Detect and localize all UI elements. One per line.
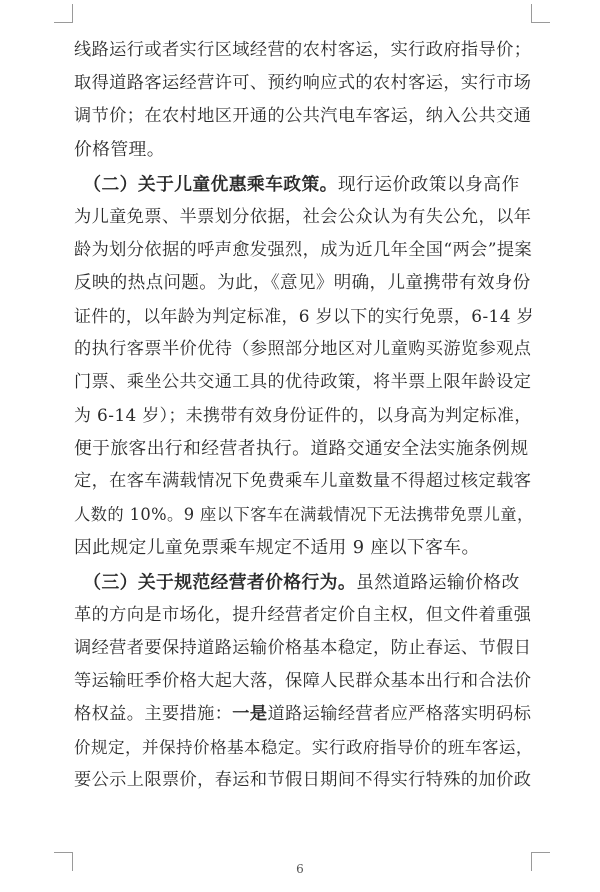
text-run: 格权益。主要措施： (74, 704, 233, 724)
text-line (74, 599, 534, 632)
text-line (74, 764, 534, 797)
text-line (74, 34, 534, 67)
text-line (74, 67, 534, 100)
text-run: 门票、乘坐公共交通工具的优待政策，将半票上限年龄设定 (74, 372, 532, 392)
text-run: 为 6-14 岁）；未携带有效身份证件的，以身高为判定标准， (74, 405, 532, 425)
text-line (74, 267, 534, 300)
text-run: 定，在客车满载情况下免费乘车儿童数量不得超过核定载客 (74, 471, 532, 491)
page-number: 6 (296, 862, 304, 876)
bold-text: （二）关于儿童优惠乘车政策。 (74, 174, 338, 195)
text-run: 人数的 10%。9 座以下客车在满载情况下无法携带免票儿童， (74, 505, 534, 524)
text-run: 线路运行或者实行区域经营的农村客运，实行政府指导价； (74, 40, 532, 60)
text-run: 取得道路客运经营许可、预约响应式的农村客运，实行市场 (74, 73, 532, 93)
text-line (74, 632, 534, 665)
text-line (74, 465, 534, 498)
bold-text: （三）关于规范经营者价格行为。 (74, 572, 357, 593)
text-line (74, 731, 534, 764)
text-line (74, 168, 534, 201)
text-line (74, 498, 534, 531)
text-run: 便于旅客出行和经营者执行。道路交通安全法实施条例规 (74, 438, 529, 459)
crop-mark-top-right (531, 4, 550, 23)
text-line (74, 366, 534, 399)
text-line (74, 133, 534, 166)
crop-mark-top-left (54, 4, 73, 23)
text-line (74, 566, 534, 599)
text-run: 调节价；在农村地区开通的公共汽电车客运，纳入公共交通 (74, 106, 532, 126)
text-run: 道路运输经营者应严格落实明码标 (267, 704, 532, 724)
text-run: 要公示上限票价，春运和节假日期间不得实行特殊的加价政 (74, 770, 532, 790)
text-line (74, 531, 534, 564)
text-run: 反映的热点问题。为此，《意见》明确，儿童携带有效身份 (74, 273, 531, 293)
text-run: 调经营者要保持道路运输价格基本稳定，防止春运、节假日 (74, 638, 532, 658)
text-run: 龄为划分依据的呼声愈发强烈，成为近几年全国“两会”提案 (74, 240, 533, 260)
paragraph (74, 34, 534, 166)
text-line (74, 100, 534, 133)
text-run: 的执行客票半价优待（参照部分地区对儿童购买游览参观点 (74, 339, 532, 359)
text-line (74, 333, 534, 366)
text-run: 价规定，并保持价格基本稳定。实行政府指导价的班车客运， (74, 738, 533, 757)
text-line (74, 300, 534, 333)
text-line (74, 432, 534, 465)
text-run: 为儿童免票、半票划分依据，社会公众认为有失公允，以年 (74, 207, 532, 227)
text-run: 等运输旺季价格大起大落，保障人民群众基本出行和合法价 (74, 671, 532, 691)
text-line (74, 399, 534, 432)
text-run: 虽然道路运输价格改 (356, 572, 520, 593)
text-run: 因此规定儿童免票乘车规定不适用 9 座以下客车。 (74, 537, 480, 558)
text-line (74, 234, 534, 267)
text-run: 证件的，以年龄为判定标准，6 岁以下的实行免票，6-14 岁 (74, 306, 534, 326)
text-line (74, 665, 534, 698)
text-run: 革的方向是市场化，提升经营者定价自主权，但文件着重强 (74, 605, 532, 625)
document-body (74, 34, 534, 797)
bold-text: 一是 (232, 704, 268, 724)
paragraph (74, 566, 534, 797)
paragraph (74, 168, 534, 564)
text-line (74, 698, 534, 731)
text-run: 现行运价政策以身高作 (337, 174, 520, 195)
text-line (74, 201, 534, 234)
text-run: 价格管理。 (74, 139, 165, 160)
